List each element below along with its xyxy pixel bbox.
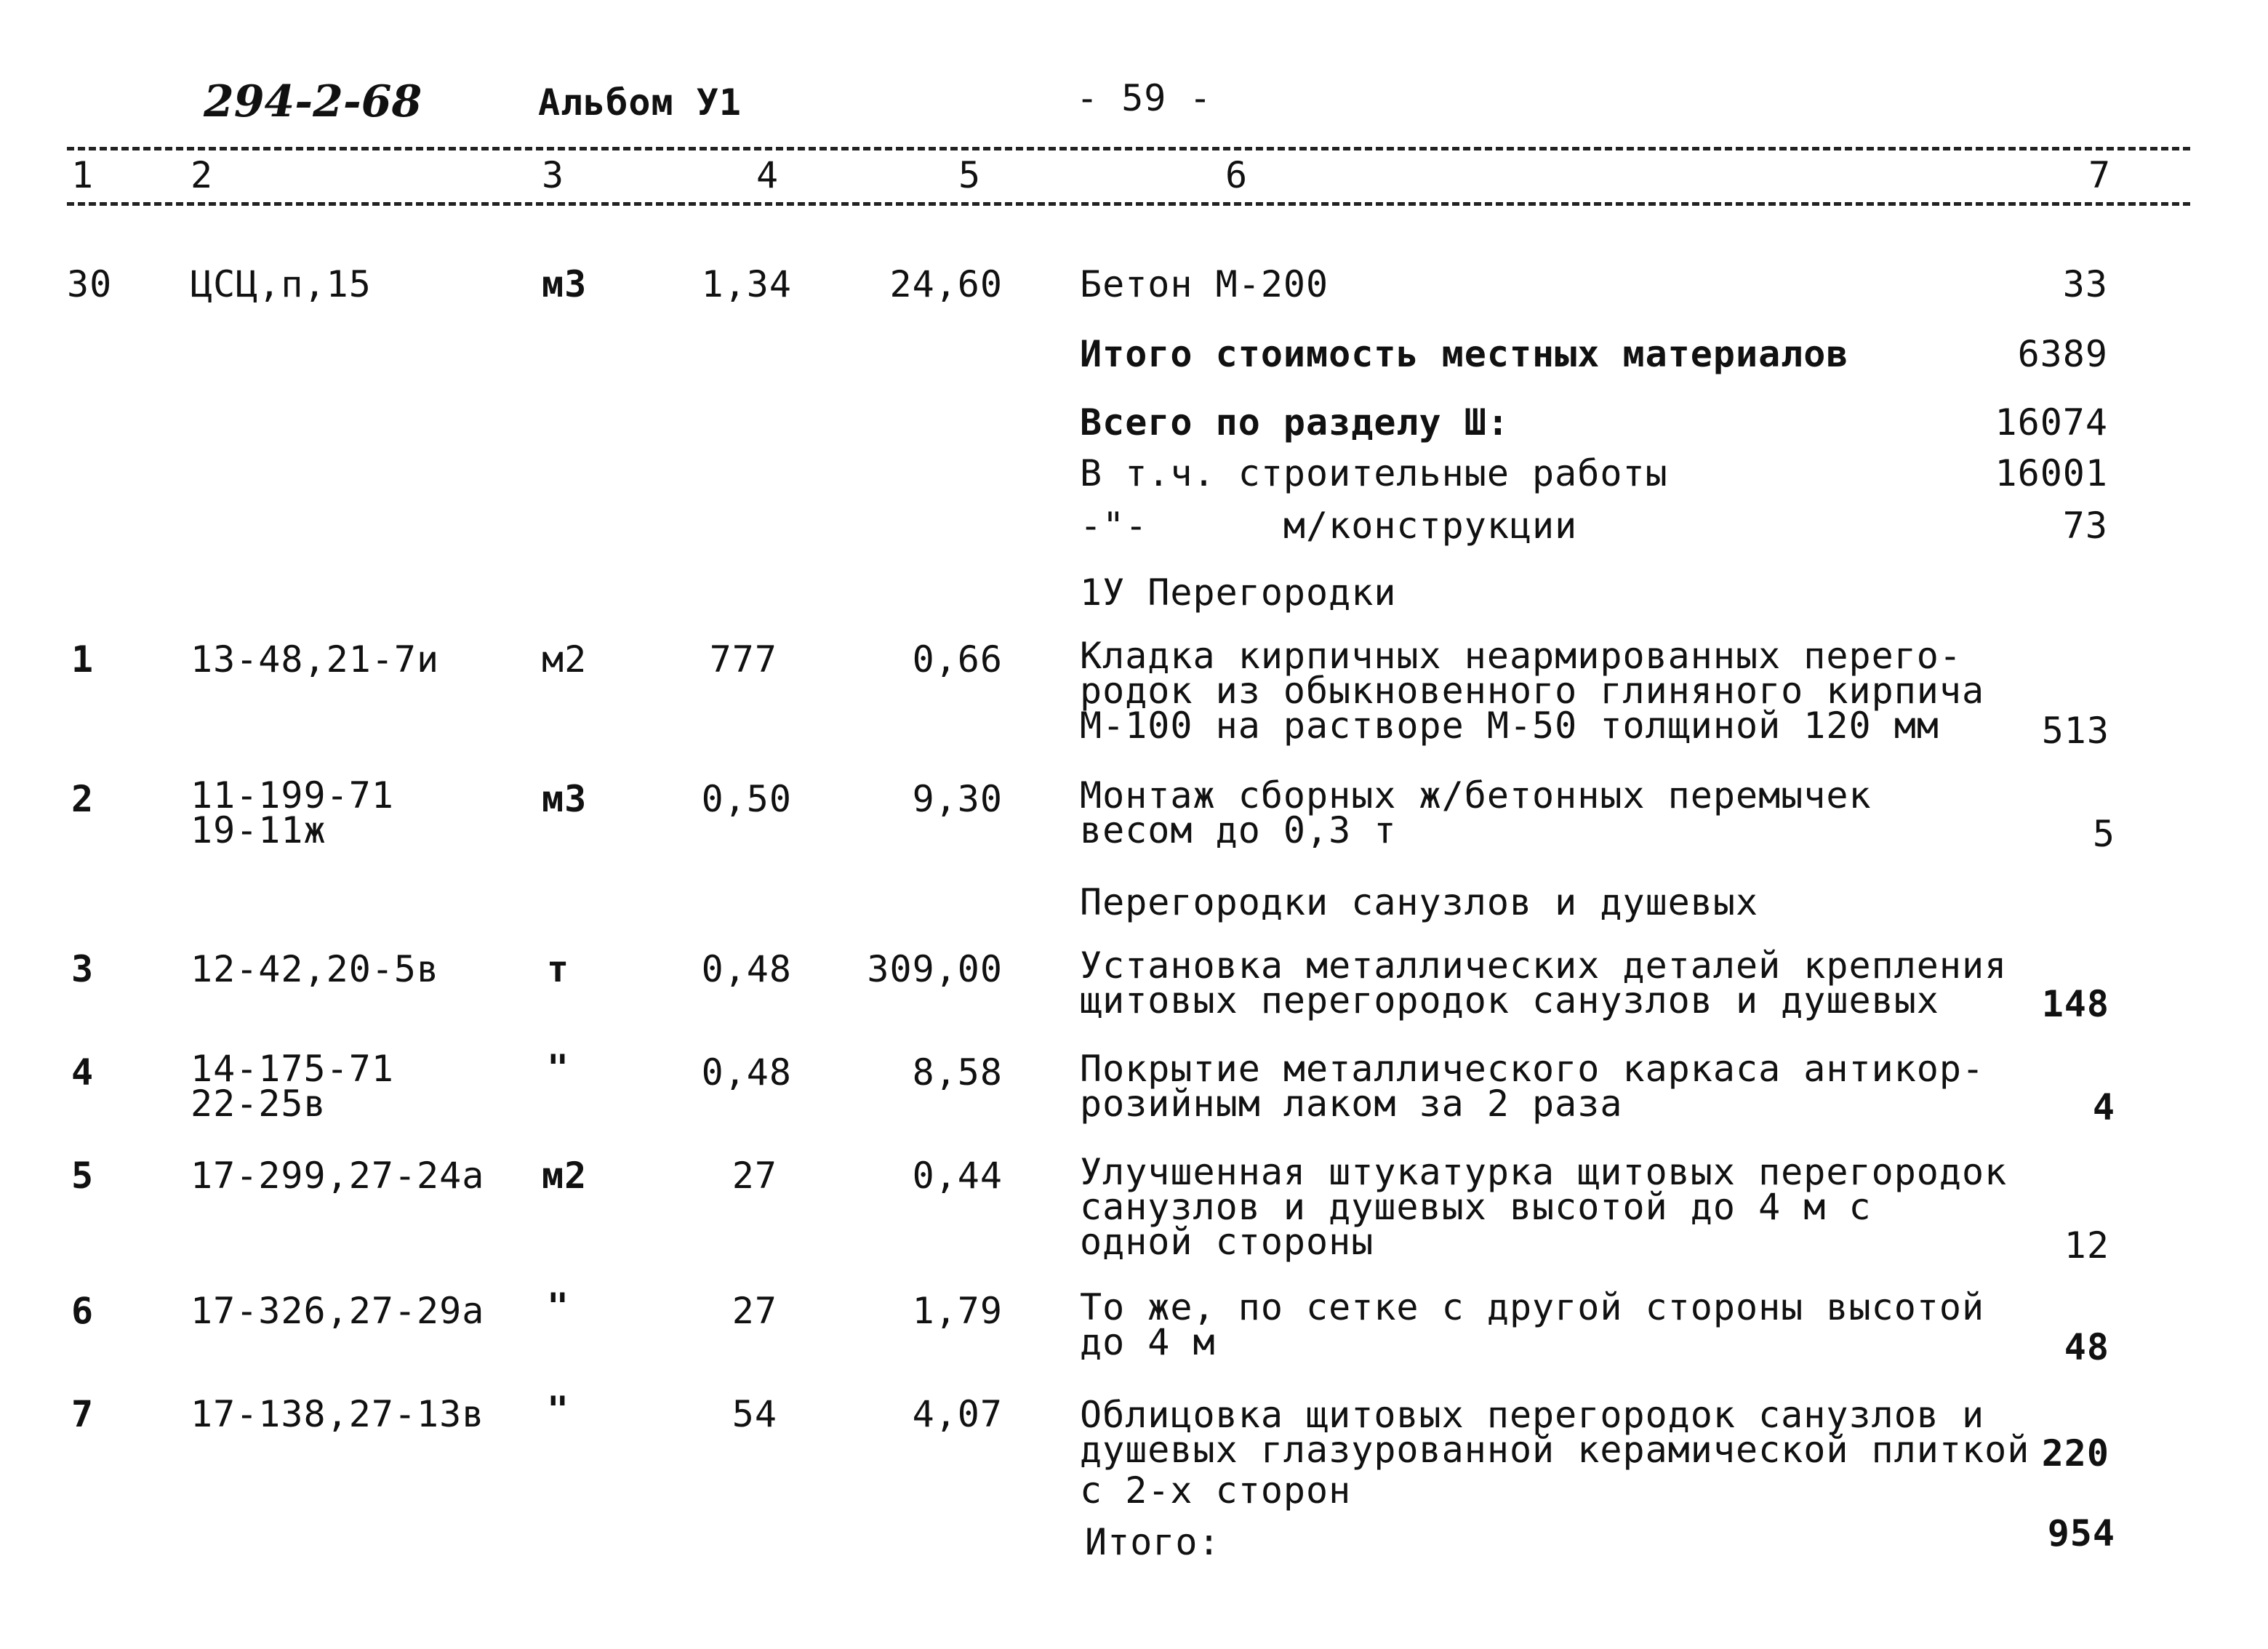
code-line: 14-175-71	[191, 1048, 394, 1090]
row-description	[1080, 944, 2008, 1022]
row-quantity: 0,48	[701, 1051, 792, 1094]
row-unit: "	[547, 1285, 570, 1328]
description-line: М-100 на растворе М-50 толщиной 120 мм	[1080, 705, 1939, 747]
row-unit: м3	[542, 263, 588, 305]
column-number: 2	[191, 154, 214, 196]
row-number: 7	[71, 1393, 95, 1435]
row-description: Перегородки санузлов и душевых	[1080, 881, 1759, 923]
row-description: Итого:	[1085, 1521, 1221, 1563]
row-price: 4,07	[912, 1393, 1003, 1435]
row-code: 13-48,21-7и	[191, 638, 440, 681]
row-total: 220	[2041, 1432, 2109, 1475]
code-line: 11-199-71	[191, 774, 394, 817]
description-line: родок из обыкновенного глиняного кирпича	[1080, 670, 1985, 712]
row-description: -"- м/конструкции	[1080, 505, 1578, 547]
row-quantity: 54	[732, 1393, 777, 1435]
description-line: розийным лаком за 2 раза	[1080, 1083, 1623, 1125]
row-code	[191, 1048, 394, 1125]
description-line: То же, по сетке с другой стороны высотой	[1080, 1286, 1985, 1328]
row-quantity: 27	[732, 1155, 777, 1197]
column-number: 6	[1225, 154, 1249, 196]
row-total: 5	[2092, 813, 2115, 855]
row-total: 33	[2062, 263, 2108, 305]
row-unit: м2	[542, 1155, 588, 1197]
header-bottom-rule	[67, 202, 2190, 206]
description-line: одной стороны	[1080, 1221, 1374, 1263]
row-price: 309,00	[867, 948, 1003, 990]
row-price: 1,79	[912, 1290, 1003, 1332]
row-total: 6389	[2017, 333, 2108, 375]
row-total: 73	[2062, 505, 2108, 547]
row-description	[1080, 1048, 1985, 1125]
row-price: 24,60	[889, 263, 1003, 305]
column-number: 4	[756, 154, 780, 196]
description-line: Покрытие металлического каркаса антикор-	[1080, 1048, 1985, 1090]
row-total: 4	[2092, 1086, 2115, 1128]
row-total: 16074	[1995, 401, 2108, 444]
description-line: санузлов и душевых высотой до 4 м с	[1080, 1186, 1872, 1228]
description-line: Монтаж сборных ж/бетонных перемычек	[1080, 774, 1872, 817]
row-description: Итого стоимость местных материалов	[1080, 333, 1849, 375]
row-price: 0,44	[912, 1155, 1003, 1197]
row-total: 16001	[1995, 452, 2108, 494]
description-line: Облицовка щитовых перегородок санузлов и	[1080, 1394, 1985, 1436]
column-number: 7	[2088, 154, 2112, 196]
row-number: 2	[71, 778, 95, 820]
row-number: 4	[71, 1051, 95, 1094]
album-label: Альбом У1	[538, 81, 742, 124]
description-line: Улучшенная штукатурка щитовых перегородок	[1080, 1151, 2008, 1193]
description-line: весом до 0,3 т	[1080, 809, 1397, 851]
header-top-rule	[67, 147, 2190, 151]
row-unit: м2	[542, 638, 588, 681]
row-price: 9,30	[912, 778, 1003, 820]
page-number: - 59 -	[1076, 77, 1212, 119]
row-description: Всего по разделу Ш:	[1080, 401, 1510, 444]
row-description	[1080, 1151, 2008, 1263]
description-line: с 2-х сторон	[1080, 1469, 1352, 1512]
row-code	[191, 774, 394, 851]
row-total: 954	[2047, 1512, 2115, 1554]
row-price: 0,66	[912, 638, 1003, 681]
row-description	[1080, 1394, 2030, 1512]
row-description: Бетон М-200	[1080, 263, 1329, 305]
row-description	[1080, 774, 1872, 851]
description-line: душевых глазурованной керамической плиткой	[1080, 1429, 2030, 1471]
row-unit: м3	[542, 778, 588, 820]
row-unit: т	[547, 948, 570, 990]
row-total: 148	[2041, 983, 2109, 1025]
row-unit: "	[547, 1389, 570, 1431]
row-quantity: 777	[709, 638, 777, 681]
row-price: 8,58	[912, 1051, 1003, 1094]
row-total: 12	[2064, 1224, 2109, 1267]
row-code: 17-299,27-24а	[191, 1155, 485, 1197]
row-number: 30	[67, 263, 113, 305]
row-description: В т.ч. строительные работы	[1080, 452, 1668, 494]
document-code: 294-2-68	[204, 76, 422, 127]
row-quantity: 27	[732, 1290, 777, 1332]
code-line: 22-25в	[191, 1083, 326, 1125]
description-line: Кладка кирпичных неармированных перего-	[1080, 635, 1962, 677]
column-number: 5	[958, 154, 982, 196]
row-total: 513	[2041, 710, 2109, 752]
column-number: 3	[542, 154, 565, 196]
description-line: до 4 м	[1080, 1321, 1216, 1363]
description-line: Установка металлических деталей крепления	[1080, 944, 2008, 987]
row-number: 6	[71, 1290, 95, 1332]
row-number: 1	[71, 638, 95, 681]
row-quantity: 0,50	[701, 778, 792, 820]
row-number: 5	[71, 1155, 95, 1197]
row-code: 12-42,20-5в	[191, 948, 440, 990]
code-line: 19-11ж	[191, 809, 326, 851]
description-line: щитовых перегородок санузлов и душевых	[1080, 979, 1939, 1022]
row-code: 17-326,27-29а	[191, 1290, 485, 1332]
row-total: 48	[2064, 1326, 2109, 1368]
row-code: ЦСЦ,п,15	[191, 263, 372, 305]
column-number: 1	[71, 154, 95, 196]
row-unit: "	[547, 1047, 570, 1089]
row-number: 3	[71, 948, 95, 990]
row-description	[1080, 635, 1985, 747]
row-description	[1080, 1286, 1985, 1363]
row-quantity: 1,34	[701, 263, 792, 305]
row-code: 17-138,27-13в	[191, 1393, 485, 1435]
row-description: 1У Перегородки	[1080, 571, 1397, 614]
row-quantity: 0,48	[701, 948, 792, 990]
